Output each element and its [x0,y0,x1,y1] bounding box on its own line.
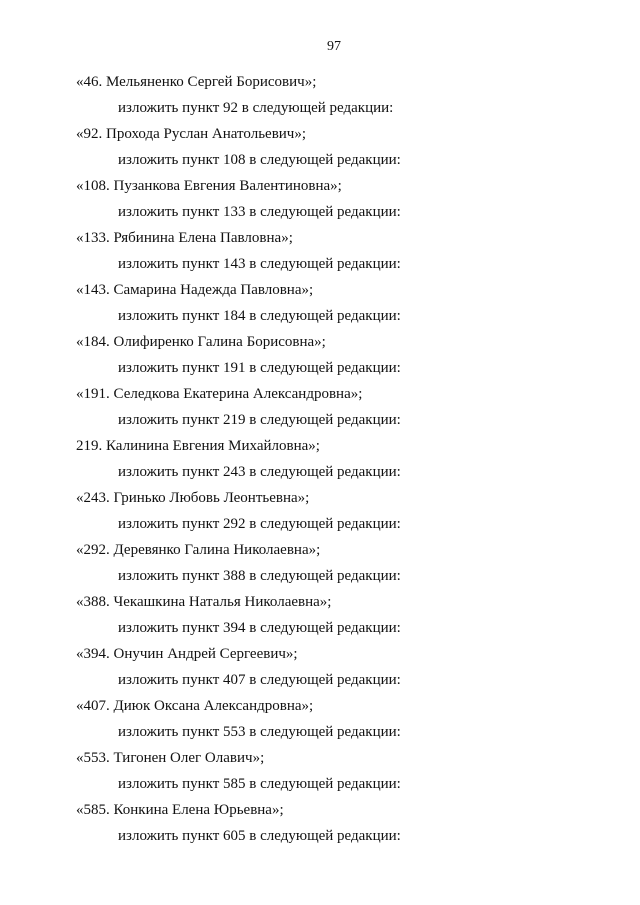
instruction-line: изложить пункт 292 в следующей редакции: [118,516,401,532]
instruction-line: изложить пункт 133 в следующей редакции: [118,204,401,220]
document-body [0,69,640,849]
list-entry-line: «292. Деревянко Галина Николаевна»; [76,542,321,558]
instruction-line: изложить пункт 585 в следующей редакции: [118,776,401,792]
instruction-line: изложить пункт 407 в следующей редакции: [118,672,401,688]
instruction-line: изложить пункт 553 в следующей редакции: [118,724,401,740]
instruction-line: изложить пункт 219 в следующей редакции: [118,412,401,428]
list-entry-line: 219. Калинина Евгения Михайловна»; [76,438,320,454]
instruction-line: изложить пункт 92 в следующей редакции: [118,100,394,116]
instruction-line: изложить пункт 108 в следующей редакции: [118,152,401,168]
instruction-line: изложить пункт 184 в следующей редакции: [118,308,401,324]
instruction-line: изложить пункт 605 в следующей редакции: [118,828,401,844]
list-entry-line: «46. Мельяненко Сергей Борисович»; [76,74,317,90]
list-entry-line: «133. Рябинина Елена Павловна»; [76,230,293,246]
list-entry-line: «92. Прохода Руслан Анатольевич»; [76,126,307,142]
instruction-line: изложить пункт 191 в следующей редакции: [118,360,401,376]
page-number: 97 [327,39,341,54]
list-entry-line: «191. Селедкова Екатерина Александровна»; [76,386,363,402]
instruction-line: изложить пункт 394 в следующей редакции: [118,620,401,636]
list-entry-line: «407. Диюк Оксана Александровна»; [76,698,314,714]
list-entry-line: «553. Тигонен Олег Олавич»; [76,750,265,766]
instruction-line: изложить пункт 243 в следующей редакции: [118,464,401,480]
list-entry-line: «394. Онучин Андрей Сергеевич»; [76,646,298,662]
instruction-line: изложить пункт 143 в следующей редакции: [118,256,401,272]
list-entry-line: «388. Чекашкина Наталья Николаевна»; [76,594,332,610]
instruction-line: изложить пункт 388 в следующей редакции: [118,568,401,584]
list-entry-line: «108. Пузанкова Евгения Валентиновна»; [76,178,342,194]
list-entry-line: «243. Гринько Любовь Леонтьевна»; [76,490,310,506]
list-entry-line: «143. Самарина Надежда Павловна»; [76,282,314,298]
list-entry-line: «585. Конкина Елена Юрьевна»; [76,802,284,818]
list-entry-line: «184. Олифиренко Галина Борисовна»; [76,334,326,350]
